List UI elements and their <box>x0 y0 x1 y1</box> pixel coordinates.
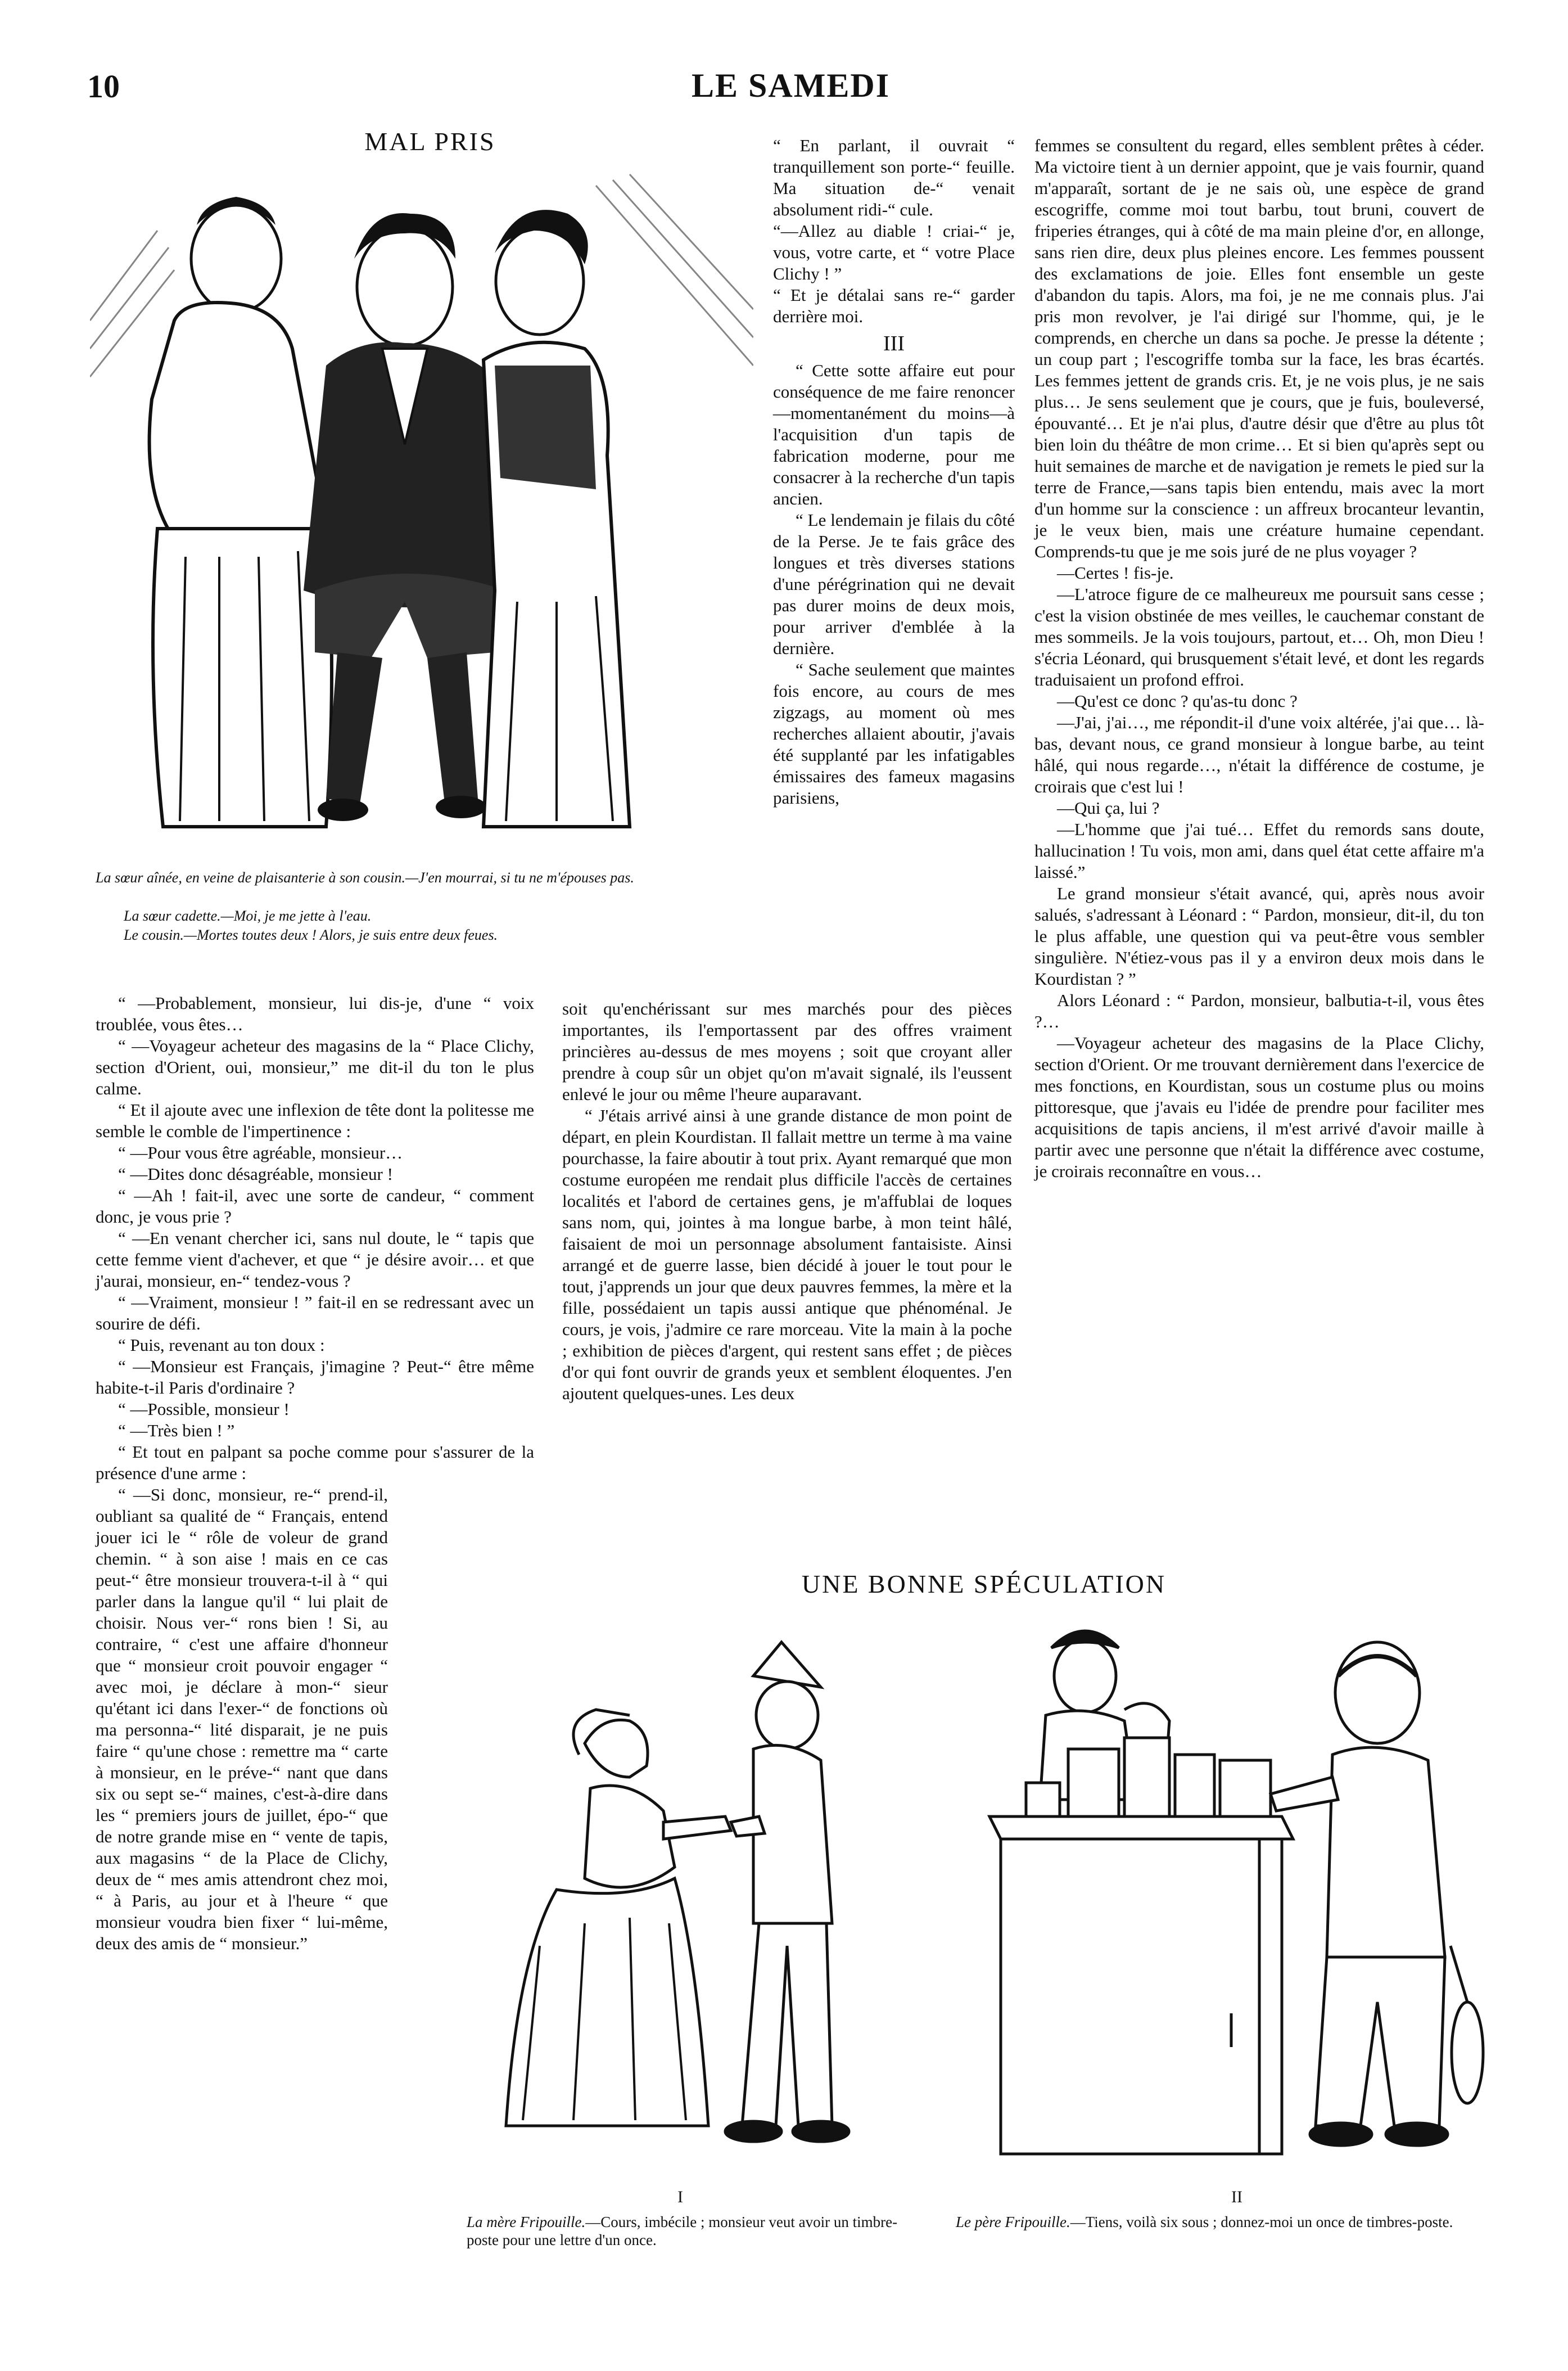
panel-2-number: II <box>1231 2188 1242 2206</box>
illustration-une-bonne-speculation-drawing <box>461 1608 1495 2182</box>
page-number: 10 <box>87 68 120 105</box>
paragraph: —Qu'est ce donc ? qu'as-tu donc ? <box>1057 691 1298 711</box>
paragraph: “ —En venant chercher ici, sans nul doute, le “ tapis que cette femme vient d'achever, et que “ je désire avoir… et que j'aurai, monsieur, en-“ tendez-vous ? <box>96 1228 534 1291</box>
paragraph: “ —Probablement, monsieur, lui dis-je, d'une “ voix troublée, vous êtes… <box>96 993 534 1034</box>
paragraph: “ Et il ajoute avec une inflexion de tête dont la politesse me semble le comble de l'impertinence : <box>96 1100 534 1141</box>
paragraph: “ En parlant, il ouvrait “ tranquillement son porte-“ feuille. Ma situation de-“ venait absolument ridi-“ cule. <box>773 136 1015 219</box>
caption-panel-1 <box>467 2213 928 2249</box>
panel-1-number: I <box>677 2188 683 2206</box>
paragraph: —L'homme que j'ai tué… Effet du remords sans doute, hallucination ! Tu vois, mon ami, dans quel état cette affaire m'a laissé.” <box>1034 819 1484 882</box>
caption-panel-1-speaker: La mère Fripouille. <box>467 2214 586 2230</box>
paragraph: “ —Très bien ! ” <box>118 1421 235 1440</box>
paragraph: “ —Dites donc désagréable, monsieur ! <box>118 1164 393 1184</box>
caption-panel-2-speaker: Le père Fripouille. <box>956 2214 1070 2230</box>
masthead-title: LE SAMEDI <box>692 67 891 104</box>
paragraph: “ Cette sotte affaire eut pour conséquence de me faire renoncer—momentanément du moins—à l'acquisition d'un tapis de fabrication moderne, pour me consacrer à la recherche d'un tapis ancien. <box>773 360 1015 508</box>
caption-mal-pris-1: La sœur aînée, en veine de plaisanterie à son cousin.—J'en mourrai, si tu ne m'épouses pas. <box>96 869 634 886</box>
caption-panel-1-text: —Cours, imbécile ; monsieur veut avoir un timbre-poste pour une lettre d'un once. <box>467 2214 898 2248</box>
paragraph: soit qu'enchérissant sur mes marchés pour des pièces importantes, ils l'emportassent par des offres vraiment princières au-dessus de mes moyens ; soit que croyant aller prendre à coup sûr un objet qu'on m'avait signalé, ils l'eussent enlevé le jour ou même l'heure auparavant. <box>562 999 1012 1104</box>
illustration-mal-pris <box>90 163 753 860</box>
paragraph: —L'atroce figure de ce malheureux me poursuit sans cesse ; c'est la vision obstinée de mes veilles, le cauchemar constant de mes sommeils. Je la vois toujours, partout, et… Oh, mon Dieu ! s'écria Léonard, qui brusquement s'était levé, et dont les regards traduisaient un profond effroi. <box>1034 584 1484 689</box>
paragraph: —J'ai, j'ai…, me répondit-il d'une voix altérée, j'ai que… là-bas, devant nous, ce grand monsieur à longue barbe, au teint hâlé, qui nous regarde…, n'était la différence de costume, je croirais que c'est lui ! <box>1034 713 1484 796</box>
paragraph: “ —Ah ! fait-il, avec une sorte de candeur, “ comment donc, je vous prie ? <box>96 1186 534 1227</box>
chapter-number: III <box>883 332 905 355</box>
paragraph: —Qui ça, lui ? <box>1057 798 1160 818</box>
paragraph: —Voyageur acheteur des magasins de la Place Clichy, section d'Orient. Or me trouvant dernièrement dans l'exercice de mes fonctions, en Kourdistan, sous un costume plus ou moins pittoresque, que j'avais eu l'idée de prendre pour faciliter mes acquisitions de tapis anciens, il m'est arrivé d'avoir maille à partir avec une personne que n'était la différence avec costume, je croirais reconnaître en vous… <box>1034 1033 1484 1181</box>
paragraph: “ —Pour vous être agréable, monsieur… <box>118 1143 403 1162</box>
paragraph: femmes se consultent du regard, elles semblent prêtes à céder. Ma victoire tient à un dernier appoint, que je vais fournir, quand m'apparaît, sortant de je ne sais où, une espèce de grand escogriffe, comme moi tout barbu, tout bruni, couvert de friperies étranges, qui à côté de ma main pleine d'or, en allonge, sans rien dire, deux plus pleines encore. Les femmes poussent des exclamations de joie. Elles font ensemble un geste d'abandon du tapis. Alors, ma foi, je ne me connais plus. J'ai pris mon revolver, je l'ai dirigé sur l'homme, qui, je le comprends, en cherche un dans sa poche. Je presse la détente ; un coup part ; l'escogriffe tomba sur la face, les bras écartés. Les femmes jettent de grands cris. Et, je ne vois plus, je ne sais plus… Je sens seulement que je cours, que je fuis, bouleversé, épouvanté… Et je n'ai plus, d'autre désir que d'être au plus tôt bien loin du théâtre de mon crime… Et si bien qu'après sept ou huit semaines de marche et de navigation je remets le pied sur la terre de France,—sans tapis bien entendu, mais avec la mort d'un homme sur la conscience : un affreux brocanteur levantin, je le veux bien, mais une créature humaine cependant. Comprends-tu que je me sois juré de ne plus voyager ? <box>1034 136 1484 561</box>
text-column-top-middle <box>773 135 1015 809</box>
paragraph: “ Le lendemain je filais du côté de la Perse. Je te fais grâce des longues et très diverses stations d'une pérégrination qui ne devait pas durer moins de deux mois, pour arriver d'emblée à la dernière. <box>773 510 1015 658</box>
paragraph: “—Allez au diable ! criai-“ je, vous, votre carte, et “ votre Place Clichy ! ” <box>773 221 1015 283</box>
paragraph: “ Puis, revenant au ton doux : <box>118 1335 325 1355</box>
paragraph: “ —Possible, monsieur ! <box>118 1399 290 1419</box>
caption-mal-pris-3: Le cousin.—Mortes toutes deux ! Alors, je suis entre deux feues. <box>124 927 498 943</box>
paragraph: “ —Voyageur acheteur des magasins de la “ Place Clichy, section d'Orient, oui, monsieur,” me dit-il du ton le plus calme. <box>96 1036 534 1098</box>
illustration-title-mal-pris: MAL PRIS <box>364 127 496 156</box>
illustration-mal-pris-drawing <box>90 163 753 860</box>
illustration-une-bonne-speculation <box>461 1608 1495 2182</box>
caption-panel-2-text: —Tiens, voilà six sous ; donnez-moi un once de timbres-poste. <box>1070 2214 1453 2230</box>
text-column-middle <box>562 998 1012 1404</box>
illustration-title-une-bonne-speculation: UNE BONNE SPÉCULATION <box>801 1570 1167 1598</box>
paragraph: “ —Vraiment, monsieur ! ” fait-il en se redressant avec un sourire de défi. <box>96 1292 534 1333</box>
paragraph: “ —Si donc, monsieur, re-“ prend-il, oubliant sa qualité de “ Français, entend jouer ici le “ rôle de voleur de grand chemin. “ à son aise ! mais en ce cas peut-“ être monsieur trouvera-t-il à “ qui parler dans la langue qu'il “ lui plait de choisir. Nous ver-“ rons bien ! Si, au contraire, “ c'est une affaire d'honneur que “ monsieur croit pouvoir engager “ avec moi, je déclare à mon-“ sieur qu'étant ici dans l'exer-“ de fonctions où ma personna-“ lité disparait, je ne puis faire “ qu'une chose : remettre ma “ carte à monsieur, en le préve-“ nant que dans six ou sept se-“ maines, c'est-à-dire dans les “ premiers jours de juillet, épo-“ que de notre grande mise en “ vente de tapis, aux magasins “ de la Place de Clichy, deux de “ mes amis attendront chez moi, “ à Paris, au jour et à l'heure “ que monsieur voudra bien fixer “ lui-même, deux des amis de “ monsieur.” <box>96 1485 388 1953</box>
caption-panel-2 <box>956 2213 1495 2231</box>
paragraph: Alors Léonard : “ Pardon, monsieur, balbutia-t-il, vous êtes ?… <box>1034 990 1484 1031</box>
paragraph: “ Et tout en palpant sa poche comme pour s'assurer de la présence d'une arme : <box>96 1442 534 1483</box>
paragraph: “ J'étais arrivé ainsi à une grande distance de mon point de départ, en plein Kourdistan. Il fallait mettre un terme à ma vaine pourchasse, la faire aboutir à tout prix. Ayant remarqué que mon costume européen me rendait plus difficile l'accès de certaines localités et l'abord de certaines gens, je m'affublai de loques sans nom, qui, jointes à ma longue barbe, à mon teint hâlé, faisaient de moi un personnage absolument fantaisiste. Ainsi arrangé et de guerre lasse, bien décidé à jouer le tout pour le tout, j'apprends un jour que deux pauvres femmes, la mère et la fille, possédaient un tapis aussi antique que phénoménal. Je cours, je vois, j'admire ce rare morceau. Vite la main à la poche ; exhibition de pièces d'argent, qui restent sans effet ; de pièces d'or qui font ouvrir de grands yeux et semblent éloquentes. J'en ajoutent quelques-unes. Les deux <box>562 1106 1012 1403</box>
paragraph: “ —Monsieur est Français, j'imagine ? Peut-“ être même habite-t-il Paris d'ordinaire ? <box>96 1356 534 1398</box>
paragraph: Le grand monsieur s'était avancé, qui, après nous avoir salués, s'adressant à Léonard : “ Pardon, monsieur, dit-il, du ton le plus affable, une question qui va peut-être vous sembler singulière. N'étiez-vous pas il y a environ deux mois dans le Kourdistan ? ” <box>1034 884 1484 989</box>
text-column-right <box>1034 135 1484 1182</box>
paragraph: “ Sache seulement que maintes fois encore, au cours de mes zigzags, au moment où mes recherches allaient aboutir, j'avais été supplanté par les infatigables émissaires des fameux magasins parisiens, <box>773 660 1015 808</box>
paragraph: “ Et je détalai sans re-“ garder derrière moi. <box>773 285 1015 326</box>
paragraph: —Certes ! fis-je. <box>1057 563 1174 583</box>
caption-mal-pris-2: La sœur cadette.—Moi, je me jette à l'eau. <box>124 908 372 924</box>
